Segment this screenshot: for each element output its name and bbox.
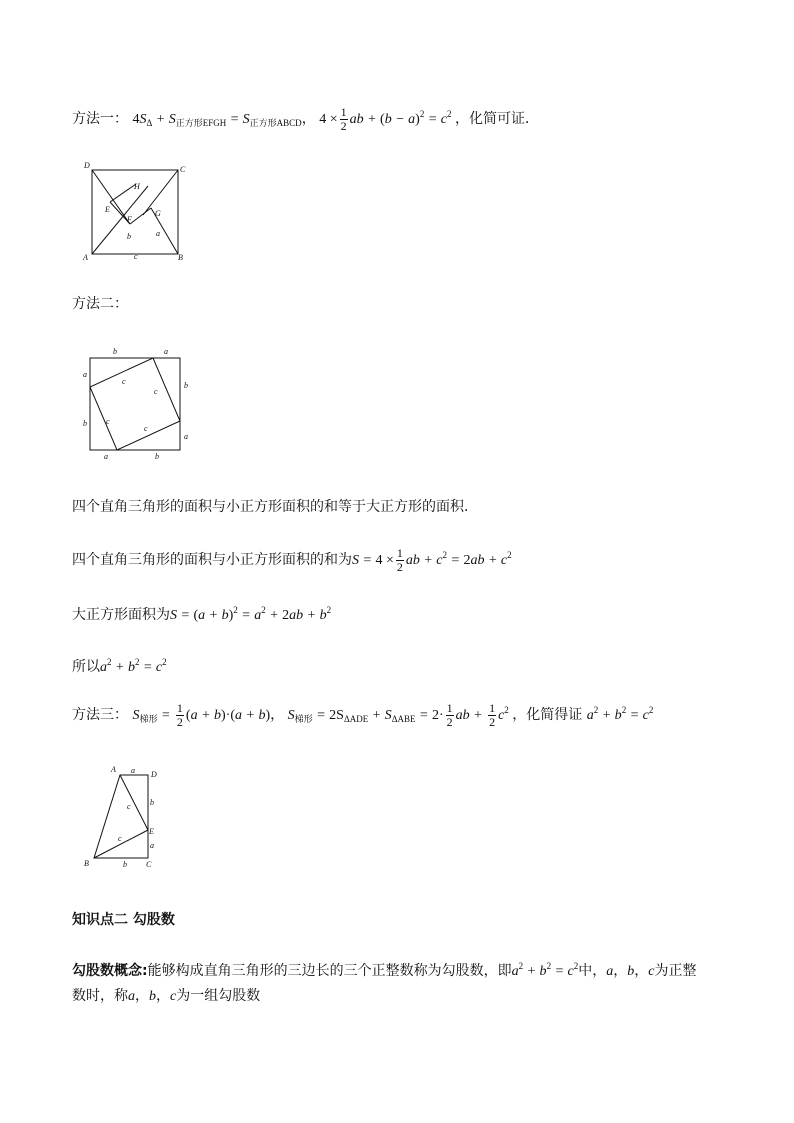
label-bottom-a: a bbox=[104, 452, 108, 461]
label-right-a: a bbox=[184, 432, 188, 441]
label-c: c bbox=[134, 252, 138, 261]
concept-line-1: 勾股数概念:能够构成直角三角形的三边长的三个正整数称为勾股数，即$a^2 + b^2 = c^2$中，a，b，c为正整 bbox=[72, 961, 697, 979]
inner-square bbox=[90, 358, 180, 450]
method1-tail: ，化简可证． bbox=[455, 111, 540, 127]
label-top-b: b bbox=[113, 347, 117, 356]
concept-line-2: 数时，称a，b，c为一组勾股数 bbox=[72, 988, 261, 1004]
method3-label: 方法三： bbox=[72, 707, 128, 723]
statement-1: 四个直角三角形的面积与小正方形面积的和等于大正方形的面积． bbox=[72, 499, 478, 515]
label-b-bottom: b bbox=[123, 860, 127, 869]
trapezoid bbox=[94, 775, 148, 858]
label-G: G bbox=[155, 209, 161, 218]
label-B: B bbox=[178, 253, 183, 262]
statement-3: 大正方形面积为$S = (a + b)^2 = a^2 + 2ab + b^2$ bbox=[72, 605, 332, 623]
label-top-a: a bbox=[164, 347, 168, 356]
label-c-upper: c bbox=[127, 802, 131, 811]
label-E: E bbox=[105, 205, 110, 214]
statement-2: 四个直角三角形的面积与小正方形面积的和为S = 4 × $\frac{1}{2}$ ab + $c^2 = 2ab + c^2$ bbox=[72, 546, 512, 575]
label-F: F bbox=[127, 215, 132, 224]
outer-square bbox=[90, 358, 180, 450]
statement-4: 所以$a^2 + b^2 = c^2$ bbox=[72, 657, 167, 675]
method3-tail: ，化简得证 bbox=[512, 707, 583, 723]
line-a-e bbox=[120, 775, 148, 830]
label-C: C bbox=[146, 860, 152, 869]
label-H: H bbox=[134, 182, 140, 191]
diagonal-ab-h bbox=[92, 186, 148, 254]
label-left-b: b bbox=[83, 419, 87, 428]
label-A: A bbox=[83, 253, 88, 262]
label-B: B bbox=[84, 859, 89, 868]
figure-2-square-diagram bbox=[78, 344, 198, 462]
line-f-g bbox=[130, 208, 151, 224]
figure-1-square-diagram bbox=[78, 158, 193, 263]
label-left-a: a bbox=[83, 370, 87, 379]
label-right-b: b bbox=[184, 381, 188, 390]
label-a: a bbox=[156, 229, 160, 238]
label-E: E bbox=[149, 827, 154, 836]
label-a-right: a bbox=[150, 841, 154, 850]
label-c-lower: c bbox=[118, 834, 122, 843]
method2-label: 方法二： bbox=[72, 296, 128, 312]
label-C: C bbox=[180, 165, 186, 174]
label-c-4: c bbox=[144, 424, 148, 433]
method3-formula: $S_{梯形}$ = $\frac{1}{2}$ (a + b)·(a + b)， $S_{梯形} = 2S_{\Delta ADE} + S_{\Delta ABE} = 2\cdot$ $\frac{1}{2}$ ab + $\frac{1}{2}$ $c^2$ bbox=[132, 701, 509, 730]
label-D: D bbox=[84, 161, 90, 170]
label-bottom-b: b bbox=[155, 452, 159, 461]
label-c-2: c bbox=[154, 387, 158, 396]
label-D: D bbox=[151, 770, 157, 779]
label-c-1: c bbox=[122, 377, 126, 386]
label-b-right: b bbox=[150, 798, 154, 807]
figure-3-trapezoid-diagram bbox=[78, 760, 173, 872]
line-d-e bbox=[92, 170, 130, 224]
method1-line bbox=[72, 104, 539, 133]
label-c-3: c bbox=[106, 417, 110, 426]
concept-term: 勾股数概念: bbox=[72, 963, 148, 979]
label-b: b bbox=[127, 232, 131, 241]
method1-label: 方法一： bbox=[72, 111, 128, 127]
label-a-top: a bbox=[131, 766, 135, 775]
method3-line: 方法三： $S_{梯形}$ = $\frac{1}{2}$ (a + b)·(a + b)， $S_{梯形} = 2S_{\Delta ADE} + S_{\Delta ABE} = 2\cdot$ $\frac{1}{2}$ ab + $\frac{1}{2}$ $c^2$ ，化简得证 $a^2 + b^2 = c^2$ bbox=[72, 701, 654, 730]
method1-formula: $4S_\Delta + S_{正方形EFGH} = S_{正方形ABCD}$， 4 × $\frac{1}{2}$ ab + $(b - a)^2 = c^2$ bbox=[132, 105, 452, 134]
section-heading: 知识点二 勾股数 bbox=[72, 912, 175, 928]
label-A: A bbox=[111, 765, 116, 774]
line-e-h bbox=[110, 184, 136, 202]
